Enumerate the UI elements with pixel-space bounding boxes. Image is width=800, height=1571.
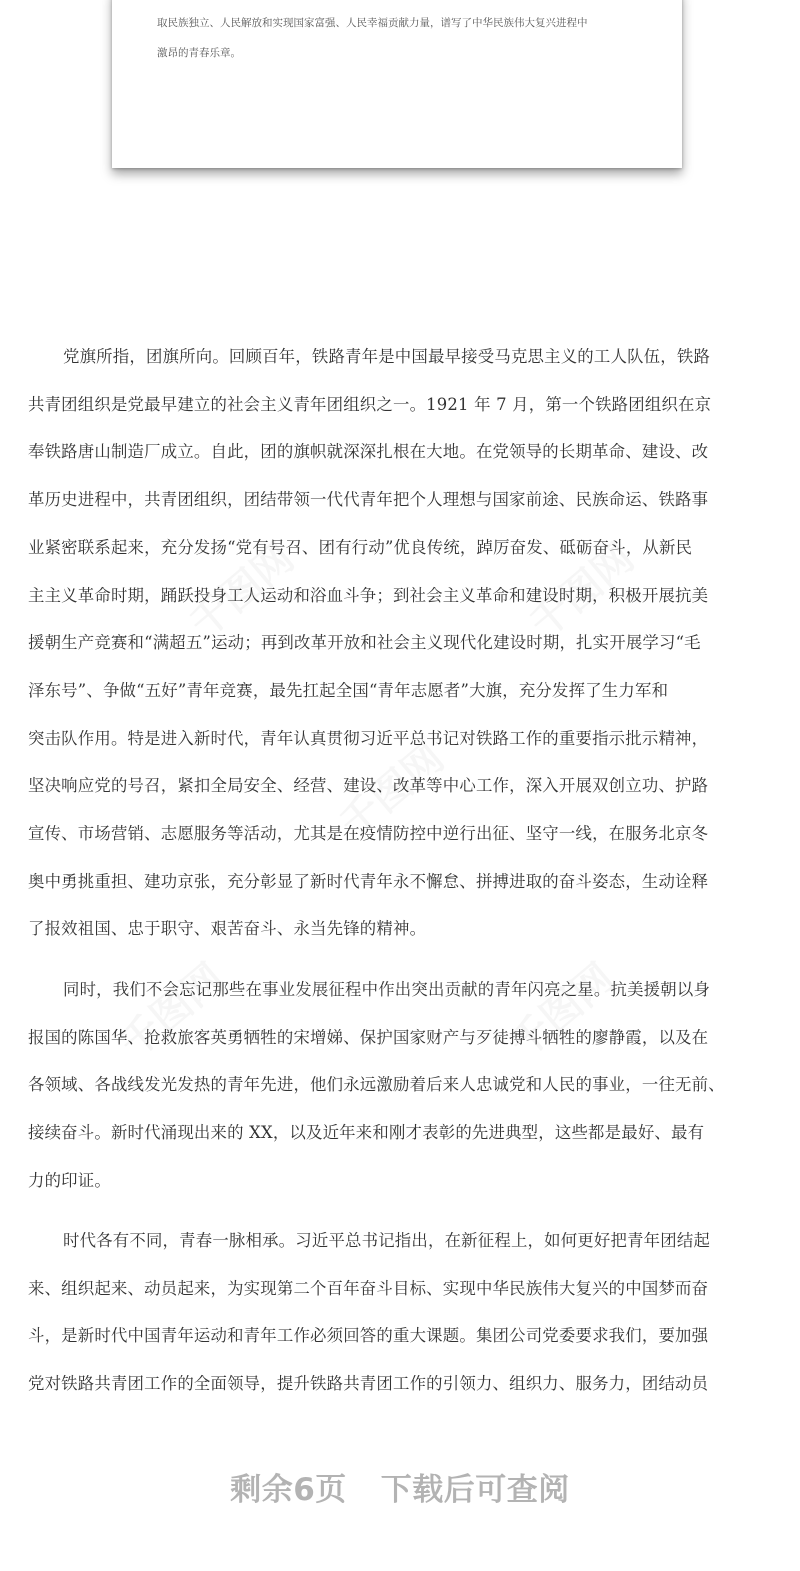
card-line: 取民族独立、人民解放和实现国家富强、人民幸福贡献力量，谱写了中华民族伟大复兴进程中: [157, 17, 588, 29]
text-line: 力的印证。: [28, 1170, 111, 1190]
text-line: 泽东号”、争做“五好”青年竞赛，最先扛起全国“青年志愿者”大旗，充分发挥了生力军和: [28, 680, 669, 700]
text-line: 宣传、市场营销、志愿服务等活动，尤其是在疫情防控中逆行出征、坚守一线，在服务北京冬: [28, 824, 709, 844]
text-line: 奥中勇挑重担、建功京张，充分彰显了新时代青年永不懈怠、拼搏进取的奋斗姿态，生动诠释: [28, 871, 709, 891]
remaining-pages-label: 剩余6页: [230, 1472, 347, 1508]
text-line: 党对铁路共青团工作的全面领导，提升铁路共青团工作的引领力、组织力、服务力，团结动员: [28, 1374, 709, 1394]
text-line: 了报效祖国、忠于职守、艰苦奋斗、永当先锋的精神。: [28, 919, 427, 939]
text-line: 同时，我们不会忘记那些在事业发展征程中作出突出贡献的青年闪亮之星。抗美援朝以身: [63, 980, 711, 999]
card-line: 激昂的青春乐章。: [157, 47, 241, 59]
text-line: 援朝生产竞赛和“满超五”运动；再到改革开放和社会主义现代化建设时期，扎实开展学习“毛: [28, 633, 701, 653]
text-line: 报国的陈国华、抢救旅客英勇牺牲的宋增娣、保护国家财产与歹徒搏斗牺牲的廖静霞，以及在: [28, 1027, 709, 1047]
text-line: 业紧密联系起来，充分发扬“党有号召、团有行动”优良传统，踔厉奋发、砥砺奋斗，从新民: [28, 537, 693, 557]
paragraph-3: [28, 1217, 772, 1408]
text-line: 突击队作用。特是进入新时代，青年认真贯彻习近平总书记对铁路工作的重要指示批示精神，: [28, 728, 709, 748]
text-line: 党旗所指，团旗所向。回顾百年，铁路青年是中国最早接受马克思主义的工人队伍，铁路: [63, 347, 711, 366]
download-to-view-label: 下载后可查阅: [380, 1472, 570, 1508]
text-line: 革历史进程中，共青团组织，团结带领一代代青年把个人理想与国家前途、民族命运、铁路事: [28, 490, 709, 510]
text-line: 时代各有不同，青春一脉相承。习近平总书记指出，在新征程上，如何更好把青年团结起: [63, 1231, 711, 1250]
text-line: 斗，是新时代中国青年运动和青年工作必须回答的重大课题。集团公司党委要求我们，要加强: [28, 1326, 709, 1346]
paragraph-1: [28, 333, 772, 953]
text-line: 共青团组织是党最早建立的社会主义青年团组织之一。1921 年 7 月，第一个铁路团组织在京: [28, 394, 712, 414]
download-prompt[interactable]: [0, 1464, 800, 1509]
paragraph-2: [28, 966, 772, 1205]
text-line: 主主义革命时期，踊跃投身工人运动和浴血斗争；到社会主义革命和建设时期，积极开展抗美: [28, 585, 709, 605]
text-line: 奉铁路唐山制造厂成立。自此，团的旗帜就深深扎根在大地。在党领导的长期革命、建设、改: [28, 442, 709, 462]
document-preview-card: [112, 0, 682, 168]
text-line: 坚决响应党的号召，紧扣全局安全、经营、建设、改革等中心工作，深入开展双创立功、护路: [28, 776, 709, 796]
text-line: 接续奋斗。新时代涌现出来的 XX，以及近年来和刚才表彰的先进典型，这些都是最好、最有: [28, 1123, 705, 1143]
text-line: 各领域、各战线发光发热的青年先进，他们永远激励着后来人忠诚党和人民的事业，一往无前、: [28, 1075, 725, 1095]
text-line: 来、组织起来、动员起来，为实现第二个百年奋斗目标、实现中华民族伟大复兴的中国梦而奋: [28, 1278, 709, 1298]
card-text: [157, 8, 647, 68]
